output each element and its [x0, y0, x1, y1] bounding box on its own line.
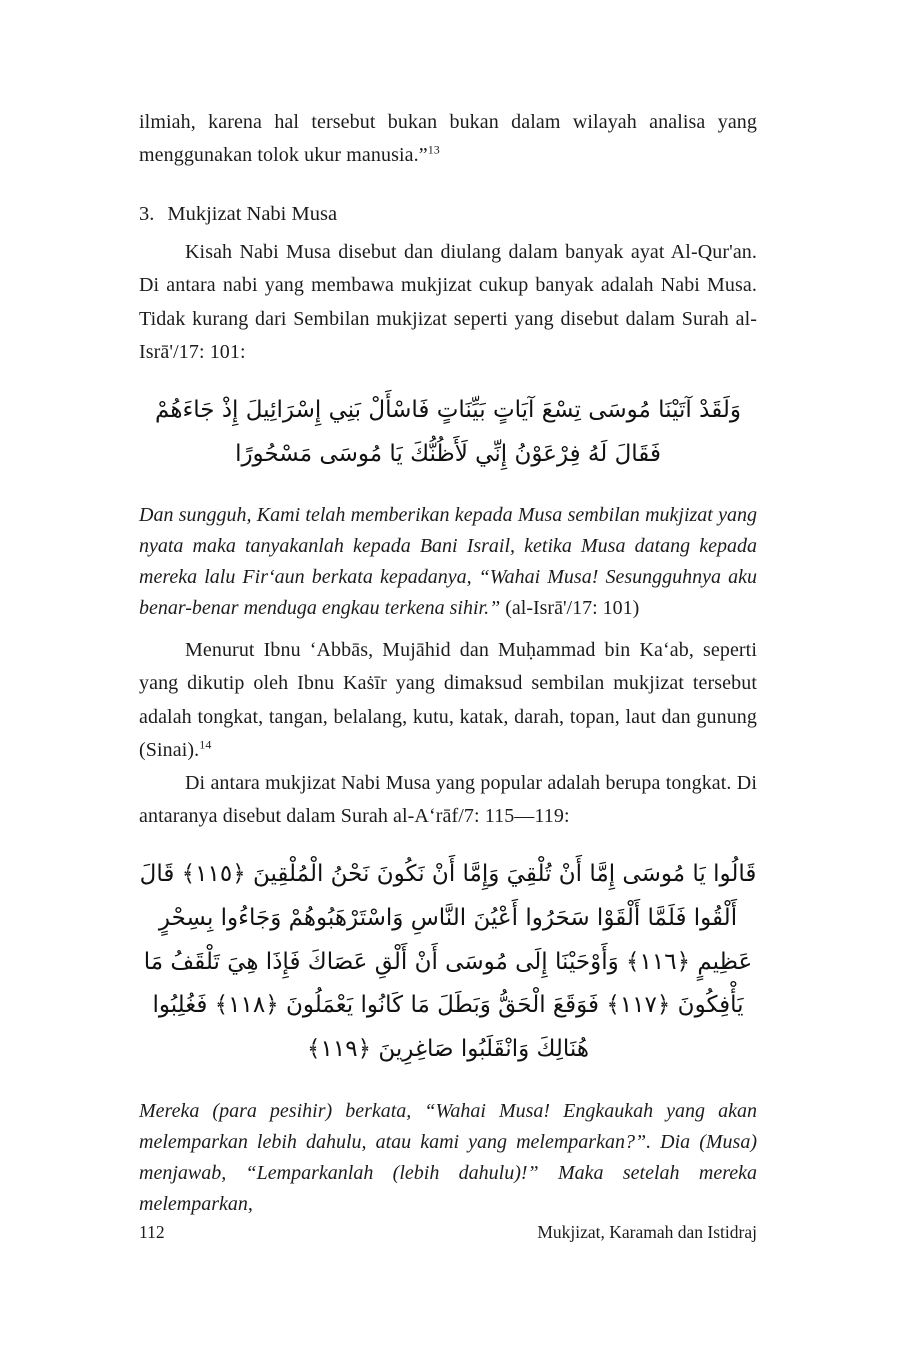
translation-al-isra-text: Dan sungguh, Kami telah memberikan kepada Musa sembilan mukjizat yang nyata maka tanyakanlah kepada Bani Israil, ketika Musa datang kepada mereka lalu Fir‘aun berkata kepadanya, “Wahai Musa! Sesungguhnya aku benar-benar menduga engkau terkena sihir.” [139, 504, 757, 620]
page-number: 112 [139, 1222, 165, 1242]
footnote-ref-14: 14 [199, 737, 212, 752]
arabic-verse-al-araf-7-115-119: قَالُوا يَا مُوسَى إِمَّا أَنْ تُلْقِيَ وَإِمَّا أَنْ نَكُونَ نَحْنُ الْمُلْقِينَ ﴿١١٥﴾ قَالَ أَلْقُوا فَلَمَّا أَلْقَوْا سَحَرُوا أَعْيُنَ النَّاسِ وَاسْتَرْهَبُوهُمْ وَجَاءُوا بِسِحْرٍ عَظِيمٍ ﴿١١٦﴾ وَأَوْحَيْنَا إِلَى مُوسَى أَنْ أَلْقِ عَصَاكَ فَإِذَا هِيَ تَلْقَفُ مَا يَأْفِكُونَ ﴿١١٧﴾ فَوَقَعَ الْحَقُّ وَبَطَلَ مَا كَانُوا يَعْمَلُونَ ﴿١١٨﴾ فَغُلِبُوا هُنَالِكَ وَانْقَلَبُوا صَاغِرِينَ ﴿١١٩﴾ [139, 861, 757, 1063]
translation-al-isra-17-101 [139, 500, 757, 624]
translation-al-araf-text: Mereka (para pesihir) berkata, “Wahai Musa! Engkaukah yang akan melemparkan lebih dahulu, atau kami yang melemparkan?”. Dia (Musa) menjawab, “Lemparkanlah (lebih dahulu)!” Maka setelah mereka melemparkan, [139, 1099, 757, 1215]
paragraph-menurut-text: Menurut Ibnu ‘Abbās, Mujāhid dan Muḥammad bin Ka‘ab, seperti yang dikutip oleh Ibnu Kaṡīr yang dimaksud sembilan mukjizat tersebut adalah tongkat, tangan, belalang, kutu, katak, darah, topan, laut dan gunung (Sinai). [139, 639, 757, 761]
translation-al-araf-7-115-119 [139, 1096, 757, 1220]
section-title: Mukjizat Nabi Musa [167, 203, 338, 226]
paragraph-mukjizat-tongkat: Di antara mukjizat Nabi Musa yang popular adalah berupa tongkat. Di antaranya disebut dalam Surah al-A‘rāf/7: 115—119: [139, 772, 757, 828]
arabic-verse-al-isra-17-101: وَلَقَدْ آتَيْنَا مُوسَى تِسْعَ آيَاتٍ بَيِّنَاتٍ فَاسْأَلْ بَنِي إِسْرَائِيلَ إِذْ جَاءَهُمْ فَقَالَ لَهُ فِرْعَوْنُ إِنِّي لَأَظُنُّكَ يَا مُوسَى مَسْحُورًا [155, 396, 741, 467]
paragraph-menurut-ibnu-abbas [139, 634, 757, 767]
translation-al-isra-reference: (al-Isrā'/17: 101) [500, 597, 640, 620]
section-heading [139, 199, 757, 230]
page-content [139, 106, 757, 1230]
section-number: 3. [139, 203, 155, 226]
page-footer [139, 1222, 757, 1243]
paragraph-kisah-nabi-musa: Kisah Nabi Musa disebut dan diulang dalam banyak ayat Al-Qur'an. Di antara nabi yang membawa mukjizat cukup banyak adalah Nabi Musa. Tidak kurang dari Sembilan mukjizat seperti yang disebut dalam Surah al-Isrā'/17: 101: [139, 241, 757, 363]
opening-paragraph [139, 106, 757, 172]
opening-paragraph-text: ilmiah, karena hal tersebut bukan bukan dalam wilayah analisa yang menggunakan tolok ukur manusia.” [139, 111, 757, 167]
running-title: Mukjizat, Karamah dan Istidraj [537, 1222, 757, 1242]
footnote-ref-13: 13 [427, 142, 440, 157]
